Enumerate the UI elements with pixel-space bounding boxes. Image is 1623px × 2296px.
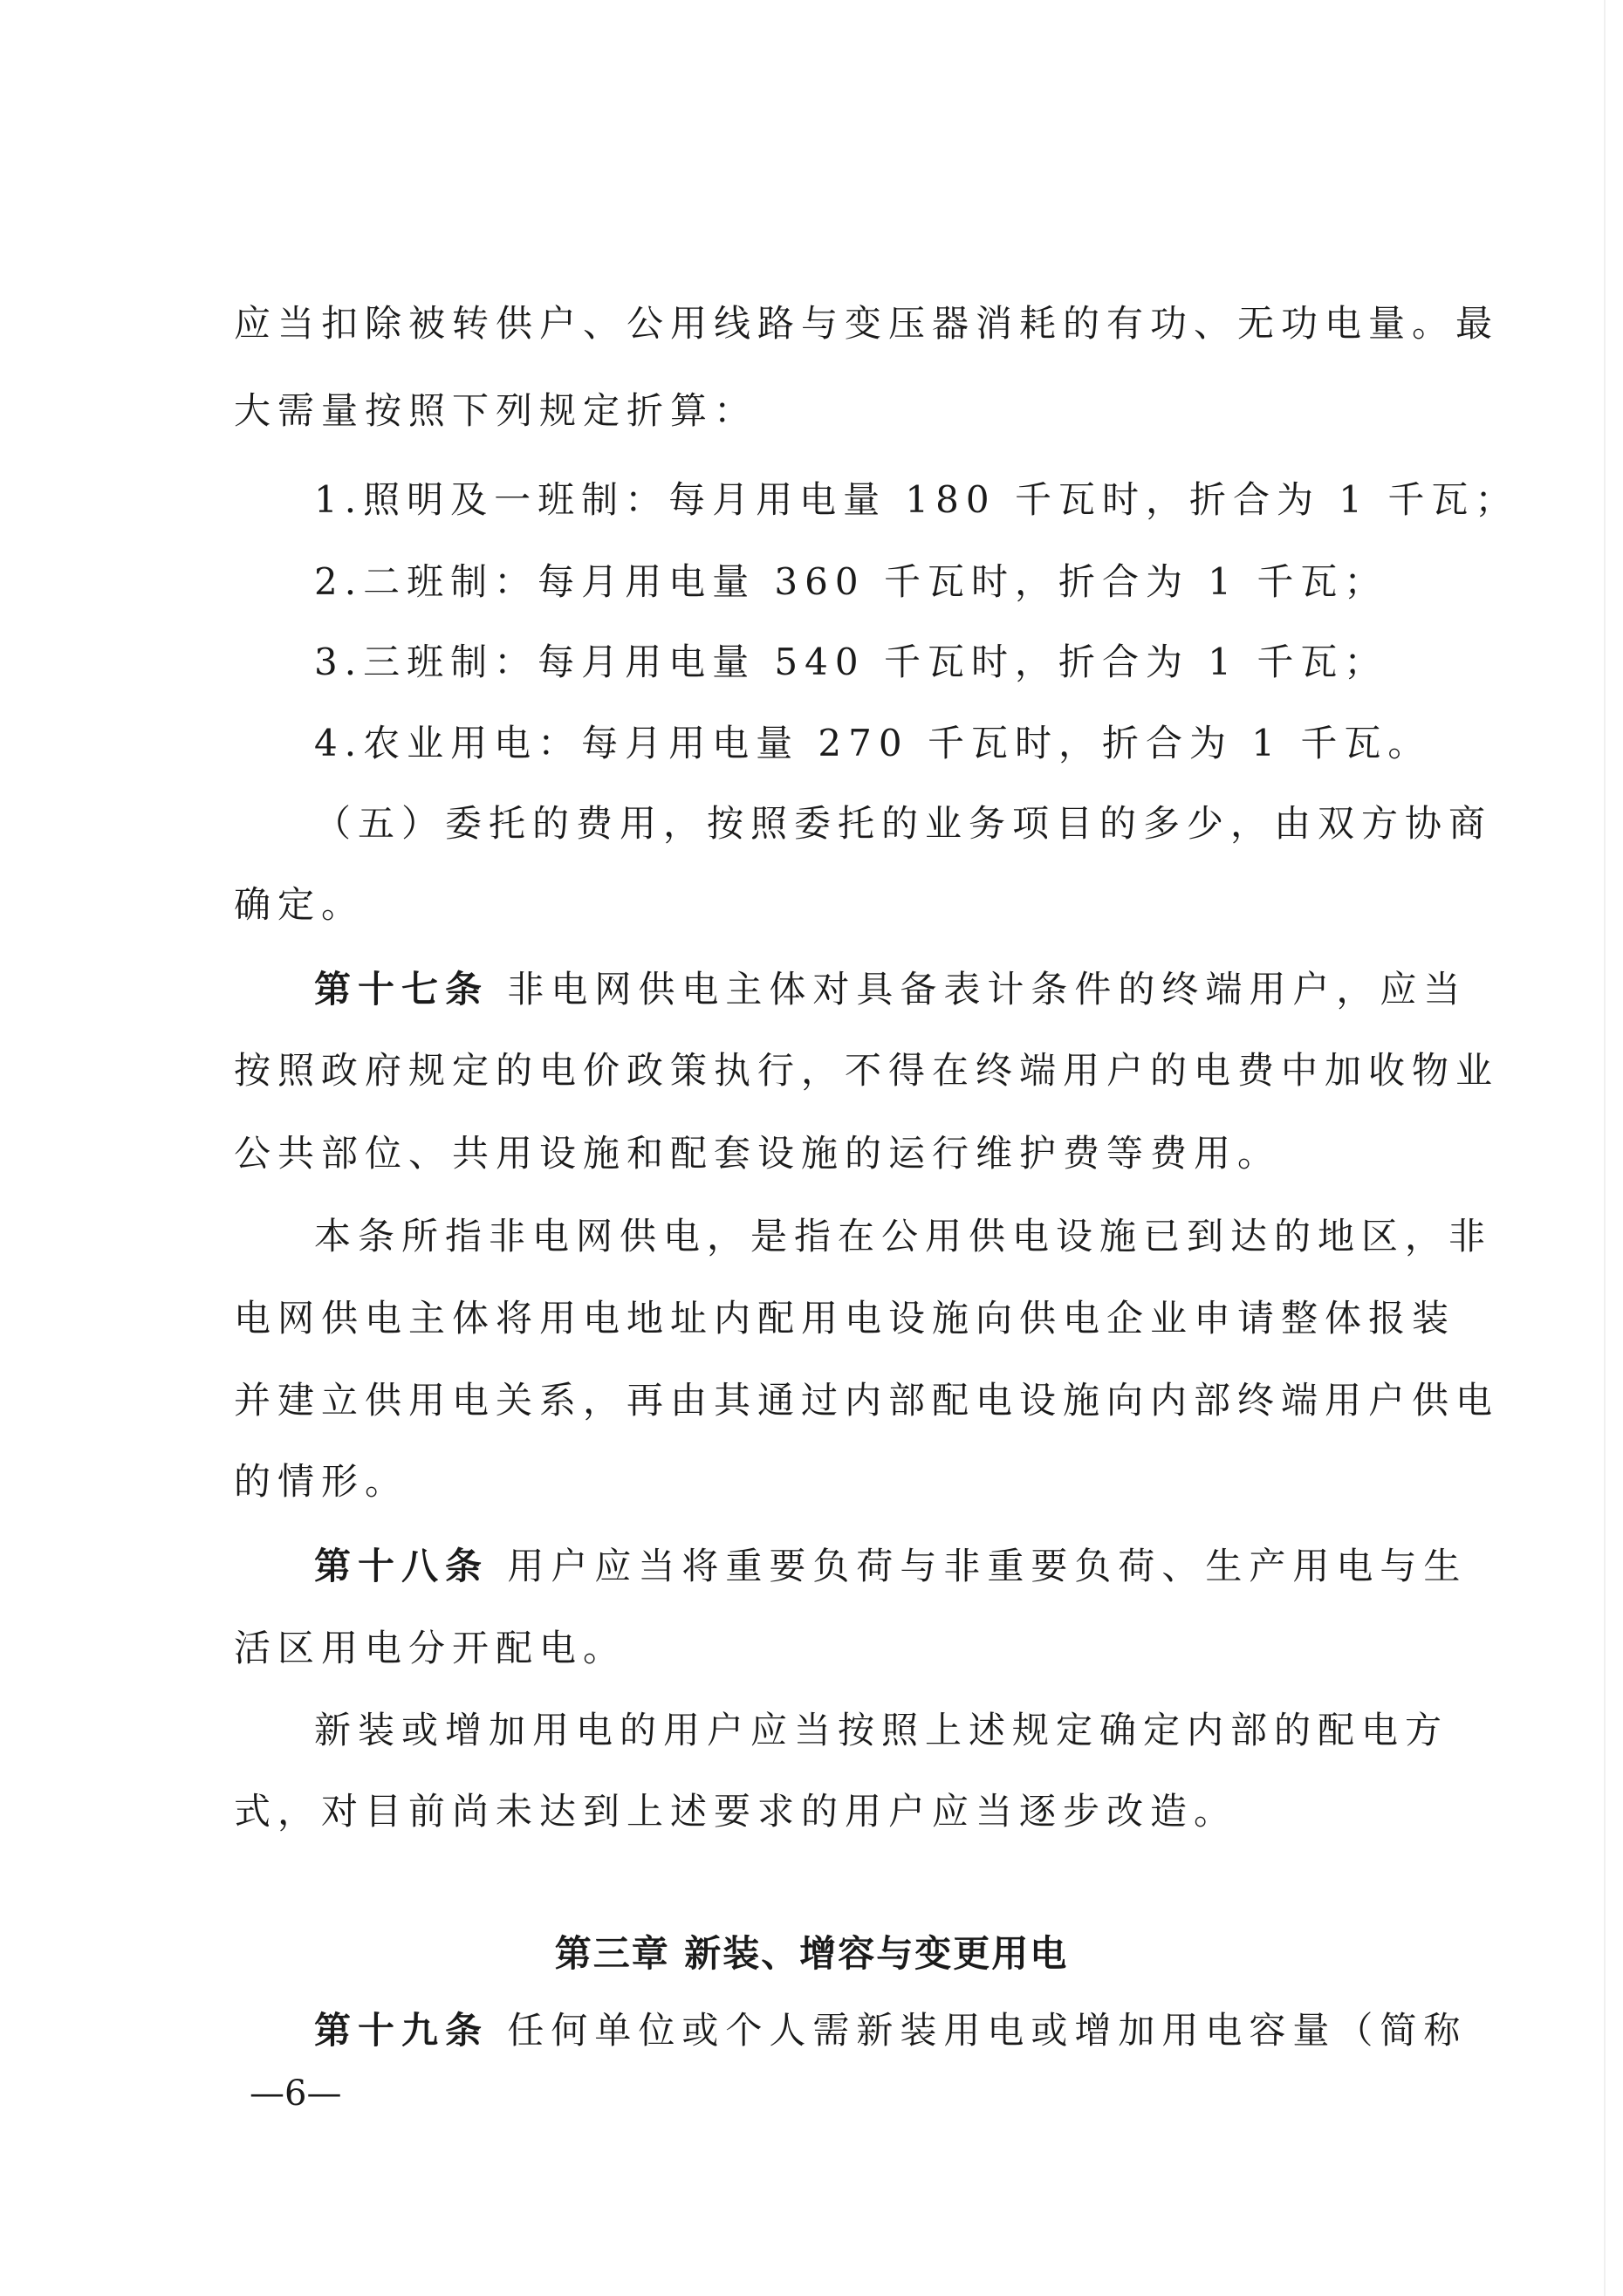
text-line-1: 应当扣除被转供户、公用线路与变压器消耗的有功、无功电量。最 [234, 302, 1500, 345]
article-18-line-2: 活区用电分开配电。 [234, 1627, 627, 1669]
article-17-line-1 [314, 968, 1468, 1011]
chapter-heading: 第三章 新装、增容与变更用电 [554, 1932, 1069, 1975]
article-18-note-line-1: 新装或增加用电的用户应当按照上述规定确定内部的配电方 [314, 1709, 1449, 1751]
definition-line-2: 电网供电主体将用电地址内配用电设施向供电企业申请整体报装 [234, 1297, 1456, 1340]
page-number: —6— [250, 2073, 342, 2114]
article-18-title: 第十八条 [314, 1545, 490, 1587]
article-18-text: 用户应当将重要负荷与非重要负荷、生产用电与生 [489, 1545, 1468, 1587]
article-18-note-line-2: 式，对目前尚未达到上述要求的用户应当逐步改造。 [234, 1790, 1238, 1833]
list-item-4: 4.农业用电：每月用电量 270 千瓦时，折合为 1 千瓦。 [314, 722, 1432, 764]
definition-line-3: 并建立供用电关系，再由其通过内部配电设施向内部终端用户供电 [234, 1379, 1500, 1422]
text-line-2: 大需量按照下列规定折算： [234, 389, 758, 432]
list-item-2: 2.二班制：每月用电量 360 千瓦时，折合为 1 千瓦； [314, 560, 1388, 603]
article-18-line-1 [314, 1545, 1468, 1587]
article-17-text: 非电网供电主体对具备表计条件的终端用户，应当 [489, 968, 1468, 1011]
clause-five-line-2: 确定。 [234, 883, 366, 926]
article-19-text: 任何单位或个人需新装用电或增加用电容量（简称 [489, 2009, 1468, 2052]
article-19-title: 第十九条 [314, 2009, 490, 2052]
clause-five-line-1: （五）委托的费用，按照委托的业务项目的多少，由双方协商 [314, 802, 1493, 845]
definition-line-4: 的情形。 [234, 1460, 409, 1503]
article-17-title: 第十七条 [314, 968, 490, 1011]
article-17-line-3: 公共部位、共用设施和配套设施的运行维护费等费用。 [234, 1132, 1282, 1175]
definition-line-1: 本条所指非电网供电，是指在公用供电设施已到达的地区，非 [314, 1215, 1493, 1258]
list-item-1: 1.照明及一班制：每月用电量 180 千瓦时，折合为 1 千瓦； [314, 478, 1519, 521]
list-item-3: 3.三班制：每月用电量 540 千瓦时，折合为 1 千瓦； [314, 641, 1388, 683]
article-19-line-1 [314, 2009, 1468, 2052]
article-17-line-2: 按照政府规定的电价政策执行，不得在终端用户的电费中加收物业 [234, 1049, 1500, 1092]
